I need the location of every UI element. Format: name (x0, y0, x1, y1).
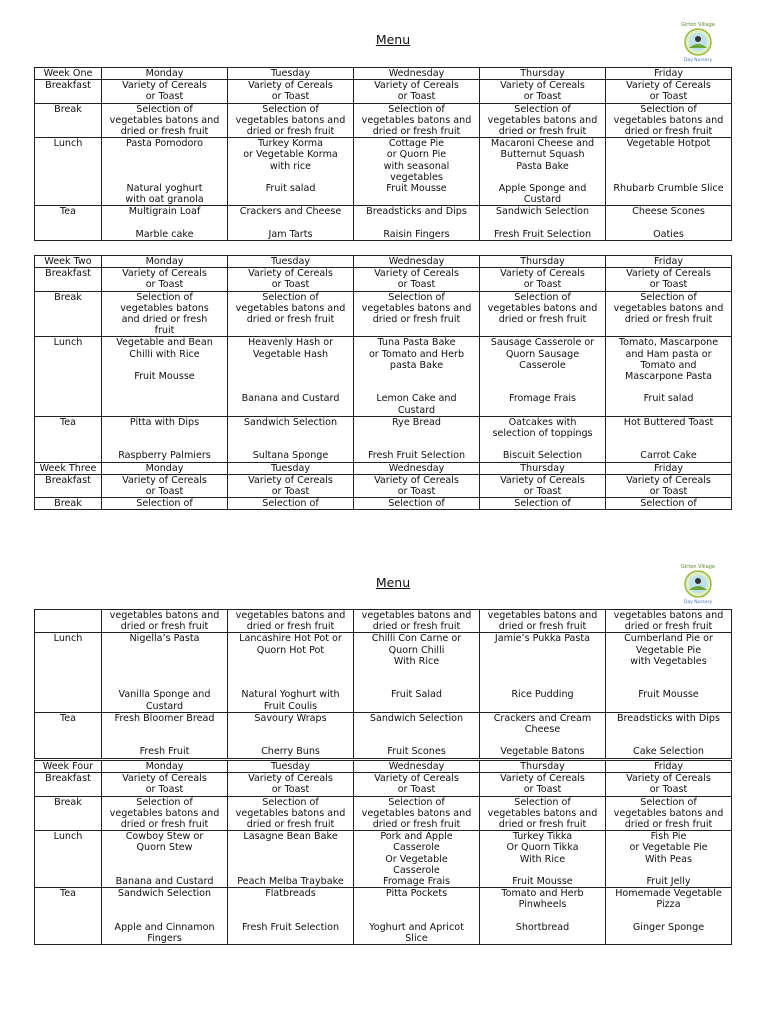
menu-cell: Selection of (228, 498, 354, 510)
menu-row (35, 103, 732, 138)
menu-cell: Tomato and Herb Pinwheels Shortbread (480, 888, 606, 945)
row-label: Tea (35, 416, 102, 462)
menu-cell: Lancashire Hot Pot or Quorn Hot Pot Natural Yoghurt with Fruit Coulis (228, 633, 354, 712)
menu-cell: Variety of Cereals or Toast (102, 268, 228, 291)
menu-cell: Selection of vegetables batons and dried or fresh fruit (606, 103, 732, 138)
menu-cell: Sandwich Selection Fresh Fruit Selection (480, 206, 606, 241)
menu-row (35, 712, 732, 758)
menu-cell: Breadsticks and Dips Raisin Fingers (354, 206, 480, 241)
row-label: Break (35, 103, 102, 138)
menu-cell: Selection of vegetables batons and dried or fresh fruit (354, 103, 480, 138)
menu-row (35, 80, 732, 103)
menu-row (35, 256, 732, 268)
menu-cell: vegetables batons and dried or fresh fruit (480, 610, 606, 633)
row-label: Breakfast (35, 268, 102, 291)
menu-cell: Crackers and Cheese Jam Tarts (228, 206, 354, 241)
menu-cell: Variety of Cereals or Toast (480, 474, 606, 497)
menu-cell: Variety of Cereals or Toast (606, 268, 732, 291)
menu-cell: Flatbreads Fresh Fruit Selection (228, 888, 354, 945)
menu-cell: Variety of Cereals or Toast (102, 474, 228, 497)
menu-cell: Selection of vegetables batons and dried or fresh fruit (102, 291, 228, 337)
row-label: Tea (35, 888, 102, 945)
nursery-logo (676, 560, 720, 604)
menu-cell: Pork and Apple Casserole Or Vegetable Casserole Fromage Frais (354, 831, 480, 888)
menu-cell: Multigrain Loaf Marble cake (102, 206, 228, 241)
menu-cell: Selection of vegetables batons and dried or fresh fruit (354, 291, 480, 337)
menu-row (35, 138, 732, 206)
row-label: Week One (35, 68, 102, 80)
menu-cell: Monday (102, 256, 228, 268)
menu-cell: Monday (102, 761, 228, 773)
menu-cell: Hot Buttered Toast Carrot Cake (606, 416, 732, 462)
menu-cell: Variety of Cereals or Toast (102, 773, 228, 796)
menu-cell: Variety of Cereals or Toast (228, 474, 354, 497)
menu-cell: Pitta with Dips Raspberry Palmiers (102, 416, 228, 462)
menu-cell: Turkey Korma or Vegetable Korma with rice Fruit salad (228, 138, 354, 206)
row-label: Lunch (35, 831, 102, 888)
menu-cell: Sandwich Selection Fruit Scones (354, 712, 480, 758)
menu-cell: Sausage Casserole or Quorn Sausage Casserole Fromage Frais (480, 337, 606, 416)
menu-cell: Cottage Pie or Quorn Pie with seasonal vegetables Fruit Mousse (354, 138, 480, 206)
menu-cell: Variety of Cereals or Toast (228, 268, 354, 291)
menu-row (35, 68, 732, 80)
menu-cell: Wednesday (354, 462, 480, 474)
menu-cell: Friday (606, 256, 732, 268)
menu-cell: Variety of Cereals or Toast (606, 474, 732, 497)
menu-cell: Vegetable and Bean Chilli with Rice Fruit Mousse (102, 337, 228, 416)
week-two-table (34, 255, 732, 510)
menu-row (35, 416, 732, 462)
menu-row (35, 761, 732, 773)
menu-cell: Sandwich Selection Apple and Cinnamon Fingers (102, 888, 228, 945)
menu-cell: Tuna Pasta Bake or Tomato and Herb pasta Bake Lemon Cake and Custard (354, 337, 480, 416)
menu-cell: Variety of Cereals or Toast (354, 773, 480, 796)
menu-cell: Pitta Pockets Yoghurt and Apricot Slice (354, 888, 480, 945)
menu-row (35, 462, 732, 474)
menu-cell: Tuesday (228, 256, 354, 268)
menu-cell: Selection of vegetables batons and dried or fresh fruit (480, 103, 606, 138)
menu-cell: Selection of (480, 498, 606, 510)
menu-row (35, 831, 732, 888)
menu-cell: Selection of vegetables batons and dried or fresh fruit (102, 103, 228, 138)
menu-cell: Selection of vegetables batons and dried or fresh fruit (606, 796, 732, 831)
menu-cell: Variety of Cereals or Toast (606, 773, 732, 796)
row-label: Breakfast (35, 474, 102, 497)
row-label: Breakfast (35, 773, 102, 796)
menu-cell: Tuesday (228, 761, 354, 773)
row-label: Break (35, 291, 102, 337)
menu-cell: Tuesday (228, 68, 354, 80)
menu-cell: Selection of vegetables batons and dried or fresh fruit (228, 796, 354, 831)
menu-cell: Variety of Cereals or Toast (228, 773, 354, 796)
menu-cell: Selection of vegetables batons and dried or fresh fruit (606, 291, 732, 337)
menu-cell: Oatcakes with selection of toppings Biscuit Selection (480, 416, 606, 462)
menu-cell: Variety of Cereals or Toast (354, 474, 480, 497)
menu-cell: Homemade Vegetable Pizza Ginger Sponge (606, 888, 732, 945)
menu-cell: Friday (606, 761, 732, 773)
menu-cell: Nigella’s Pasta Vanilla Sponge and Custard (102, 633, 228, 712)
menu-cell: Variety of Cereals or Toast (102, 80, 228, 103)
menu-cell: Variety of Cereals or Toast (354, 80, 480, 103)
menu-cell: Variety of Cereals or Toast (228, 80, 354, 103)
svg-text:Day Nursery: Day Nursery (683, 58, 713, 62)
menu-row (35, 633, 732, 712)
menu-cell: Jamie’s Pukka Pasta Rice Pudding (480, 633, 606, 712)
menu-cell: vegetables batons and dried or fresh fruit (228, 610, 354, 633)
svg-text:Girton Village: Girton Village (681, 564, 715, 570)
menu-cell: Cowboy Stew or Quorn Stew Banana and Custard (102, 831, 228, 888)
page-title: Menu (375, 575, 411, 590)
menu-cell: Variety of Cereals or Toast (606, 80, 732, 103)
row-label: Break (35, 796, 102, 831)
menu-cell: Cheese Scones Oaties (606, 206, 732, 241)
menu-cell: Selection of vegetables batons and dried or fresh fruit (228, 291, 354, 337)
menu-cell: Selection of vegetables batons and dried or fresh fruit (480, 796, 606, 831)
menu-cell: Selection of (606, 498, 732, 510)
menu-cell: vegetables batons and dried or fresh fruit (102, 610, 228, 633)
svg-text:Day Nursery: Day Nursery (683, 600, 713, 604)
menu-cell: Breadsticks with Dips Cake Selection (606, 712, 732, 758)
menu-cell: Variety of Cereals or Toast (480, 773, 606, 796)
menu-cell: Tomato, Mascarpone and Ham pasta or Tomato and Mascarpone Pasta Fruit salad (606, 337, 732, 416)
menu-cell: Wednesday (354, 68, 480, 80)
menu-cell: Selection of vegetables batons and dried or fresh fruit (354, 796, 480, 831)
menu-cell: Friday (606, 462, 732, 474)
menu-cell: Friday (606, 68, 732, 80)
menu-cell: Tuesday (228, 462, 354, 474)
menu-cell: Savoury Wraps Cherry Buns (228, 712, 354, 758)
week-one-table (34, 67, 732, 241)
menu-cell: Selection of vegetables batons and dried or fresh fruit (102, 796, 228, 831)
page-title: Menu (375, 32, 411, 47)
menu-cell: Selection of (102, 498, 228, 510)
menu-row (35, 888, 732, 945)
menu-cell: Fish Pie or Vegetable Pie With Peas Fruit Jelly (606, 831, 732, 888)
row-label: Lunch (35, 633, 102, 712)
row-label: Lunch (35, 337, 102, 416)
menu-row (35, 291, 732, 337)
menu-cell: Sandwich Selection Sultana Sponge (228, 416, 354, 462)
menu-cell: Chilli Con Carne or Quorn Chilli With Rice Fruit Salad (354, 633, 480, 712)
row-label: Tea (35, 206, 102, 241)
menu-row (35, 610, 732, 633)
menu-cell: Thursday (480, 256, 606, 268)
menu-cell: Monday (102, 462, 228, 474)
svg-text:Girton Village: Girton Village (681, 22, 715, 28)
menu-row (35, 337, 732, 416)
row-label: Breakfast (35, 80, 102, 103)
row-label: Tea (35, 712, 102, 758)
row-label (35, 610, 102, 633)
menu-cell: Rye Bread Fresh Fruit Selection (354, 416, 480, 462)
menu-cell: Thursday (480, 462, 606, 474)
menu-cell: vegetables batons and dried or fresh fruit (354, 610, 480, 633)
menu-row (35, 773, 732, 796)
menu-cell: Macaroni Cheese and Butternut Squash Pasta Bake Apple Sponge and Custard (480, 138, 606, 206)
menu-cell: Variety of Cereals or Toast (354, 268, 480, 291)
week-four-table (34, 760, 732, 945)
row-label: Week Three (35, 462, 102, 474)
nursery-logo (676, 18, 720, 62)
menu-cell: Selection of vegetables batons and dried or fresh fruit (480, 291, 606, 337)
menu-cell: vegetables batons and dried or fresh fruit (606, 610, 732, 633)
menu-cell: Wednesday (354, 761, 480, 773)
menu-cell: Variety of Cereals or Toast (480, 268, 606, 291)
menu-cell: Lasagne Bean Bake Peach Melba Traybake (228, 831, 354, 888)
menu-cell: Wednesday (354, 256, 480, 268)
menu-cell: Monday (102, 68, 228, 80)
row-label: Break (35, 498, 102, 510)
menu-cell: Thursday (480, 68, 606, 80)
row-label: Week Two (35, 256, 102, 268)
week-three-continued-table (34, 609, 732, 759)
row-label: Lunch (35, 138, 102, 206)
menu-cell: Selection of vegetables batons and dried or fresh fruit (228, 103, 354, 138)
menu-row (35, 498, 732, 510)
menu-cell: Vegetable Hotpot Rhubarb Crumble Slice (606, 138, 732, 206)
menu-cell: Pasta Pomodoro Natural yoghurt with oat granola (102, 138, 228, 206)
menu-row (35, 206, 732, 241)
menu-cell: Fresh Bloomer Bread Fresh Fruit (102, 712, 228, 758)
menu-cell: Selection of (354, 498, 480, 510)
menu-row (35, 268, 732, 291)
menu-cell: Variety of Cereals or Toast (480, 80, 606, 103)
menu-cell: Crackers and Cream Cheese Vegetable Batons (480, 712, 606, 758)
menu-cell: Turkey Tikka Or Quorn Tikka With Rice Fruit Mousse (480, 831, 606, 888)
menu-cell: Cumberland Pie or Vegetable Pie with Vegetables Fruit Mousse (606, 633, 732, 712)
menu-cell: Heavenly Hash or Vegetable Hash Banana and Custard (228, 337, 354, 416)
menu-cell: Thursday (480, 761, 606, 773)
menu-row (35, 474, 732, 497)
menu-row (35, 796, 732, 831)
row-label: Week Four (35, 761, 102, 773)
